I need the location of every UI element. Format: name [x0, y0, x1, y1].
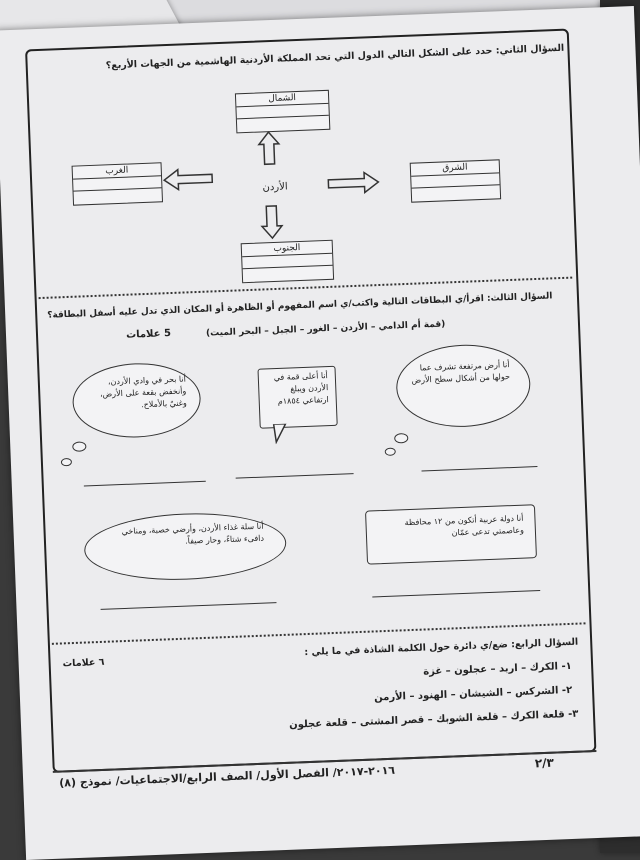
footer-text: ٢٠١٦-٢٠١٧/ الفصل الأول/ الصف الرابع/الاجتماعيات/ نموذج (٨) — [58, 763, 396, 790]
west-label: الغرب — [105, 165, 129, 177]
question-3-title: السؤال الثالث: اقرأ/ي البطاقات التالية واكتب/ي اسم المفهوم أو الظاهرة أو المكان الذي تدل عليه أسفل البطاقة؟ — [47, 291, 553, 321]
jordan-center-label: الأردن — [262, 181, 288, 194]
north-box — [235, 90, 330, 134]
exam-sheet — [0, 6, 640, 860]
question-4-item-3: ٣- قلعة الكرك – قلعة الشوبك – قصر المشتى – قلعة عجلون — [288, 708, 579, 731]
arrow-east-icon — [328, 172, 379, 194]
east-label: الشرق — [442, 162, 468, 174]
card-3-text: أنا أرض مرتفعة تشرف عما حولها من أشكال سطح الأرض — [411, 360, 511, 385]
card-4-text: أنا سلة غذاء الأردن، وأرضي خصبة، ومناخي دافىء شتاءً، وحار صيفاً. — [121, 521, 265, 546]
question-4-item-2: ٢- الشركس – الشيشان – الهنود – الأرمن — [373, 684, 573, 704]
question-3-options: (قمة أم الدامي – الأردن – الغور – الجبل – البحر الميت) — [205, 319, 446, 339]
question-4-marks: ٦ علامات — [62, 656, 105, 670]
north-label: الشمال — [268, 93, 297, 105]
card-2-text: أنا أعلى قمة في الأردن ويبلغ ارتفاعي ١٨٥٤م — [273, 371, 329, 406]
card-1-text: أنا بحر في وادي الأردن، وأنخفض بقعة على الأرض، وغنيٌ بالأملاح. — [99, 374, 187, 410]
question-3-marks: 5 علامات — [125, 328, 172, 341]
south-label: الجنوب — [273, 243, 301, 255]
question-4-title: السؤال الرابع: ضع/ي دائرة حول الكلمة الشاذة في ما يلي : — [304, 636, 579, 659]
card-5-text: أنا دولة عربية أتكون من ١٢ محافظة وعاصمتي تدعى عمّان — [404, 513, 525, 538]
speech-tail-icon — [272, 423, 293, 444]
question-4-item-1: ١- الكرك – اربد – عجلون – غزة — [423, 660, 572, 678]
page-number: ٢/٣ — [534, 755, 555, 771]
south-box — [241, 240, 334, 284]
arrow-north-icon — [258, 132, 279, 165]
question-2-title: السؤال الثاني: حدد على الشكل التالي الدول التي تحد المملكة الأردنية الهاشمية من الجهات الأربع؟ — [105, 42, 565, 72]
east-box — [410, 159, 501, 202]
arrow-south-icon — [261, 206, 282, 239]
arrow-west-icon — [164, 168, 213, 190]
